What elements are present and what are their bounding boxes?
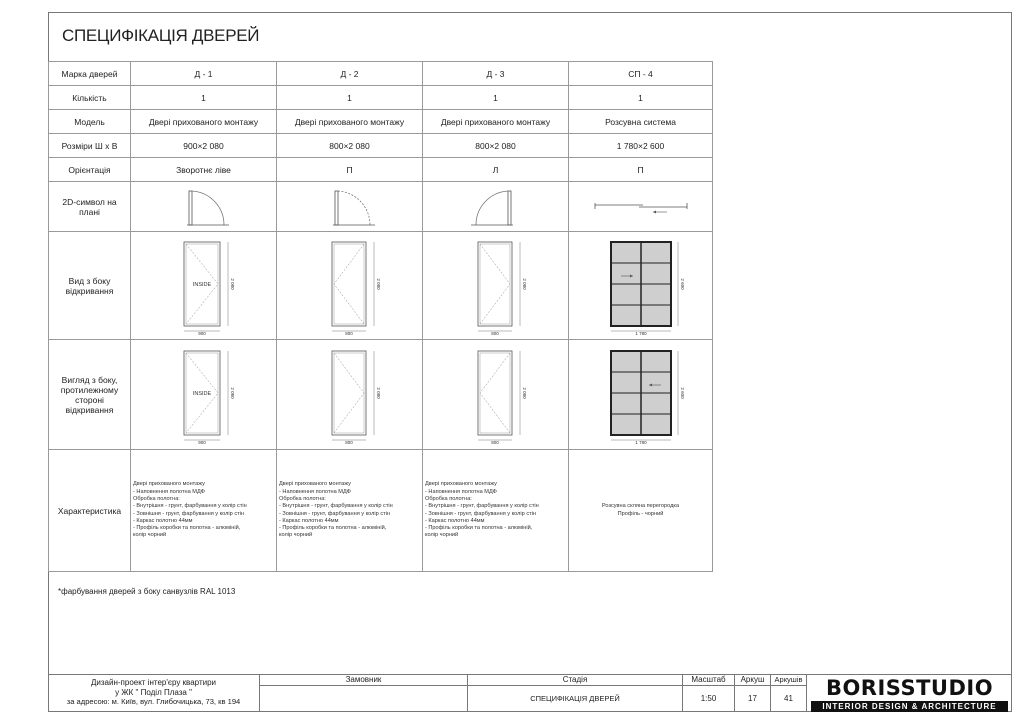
elevation-d2 <box>277 232 423 340</box>
char-d2 <box>277 450 423 572</box>
inside-label: INSIDE <box>192 390 211 397</box>
orient-d1: Зворотнє ліве <box>131 158 277 182</box>
char-line: - Каркас полотно 44мм <box>279 517 339 524</box>
char-line: - Зовнішня - грунт, фарбування у колір стін <box>279 510 391 517</box>
row-characteristics <box>49 450 713 572</box>
model-d3: Двері прихованого монтажу <box>423 110 569 134</box>
mark-d3: Д - 3 <box>423 62 569 86</box>
sheet-value: 17 <box>748 694 757 703</box>
door-swing-symbol <box>169 187 239 227</box>
label-view-opposite: Вигляд з боку, протилежному стороні відкривання <box>49 340 131 450</box>
char-line: - Внутрішня - грунт, фарбування у колір стін <box>425 503 539 510</box>
plan-symbol-sp4 <box>569 182 713 232</box>
row-orientation <box>49 158 713 182</box>
door-elevation <box>451 236 541 336</box>
door-elevation <box>159 236 249 336</box>
count-sp4: 1 <box>569 86 713 110</box>
sliding-partition-elevation <box>591 236 691 336</box>
mark-d1: Д - 1 <box>131 62 277 86</box>
char-line: колір чорний <box>425 532 459 539</box>
char-text-d1 <box>133 481 274 539</box>
char-d1 <box>131 450 277 572</box>
char-line: колір чорний <box>133 532 167 539</box>
title-block <box>48 674 1012 712</box>
char-line: - Профіль коробки та полотна - алюміній, <box>279 525 387 532</box>
elevation-opp-sp4 <box>569 340 713 450</box>
size-d3: 800×2 080 <box>423 134 569 158</box>
width-dimension: 800 <box>344 439 353 445</box>
char-line: Розсувна скляна перегородка <box>601 503 680 510</box>
size-sp4: 1 780×2 600 <box>569 134 713 158</box>
row-plan-symbol <box>49 182 713 232</box>
painting-note: *фарбування дверей з боку санвузлів RAL 1013 <box>58 587 236 596</box>
height-dimension: 2 080 <box>521 277 527 290</box>
char-line: - Внутрішня - грунт, фарбування у колір стін <box>133 503 247 510</box>
plan-symbol-d3 <box>423 182 569 232</box>
label-orientation: Орієнтація <box>49 158 131 182</box>
sheets-cell <box>770 674 806 712</box>
char-line: - Профіль коробки та полотна - алюміній, <box>425 525 533 532</box>
count-d2: 1 <box>277 86 423 110</box>
char-line: Обробка полотна: <box>425 495 472 502</box>
char-line: - Зовнішня - грунт, фарбування у колір стін <box>425 510 537 517</box>
height-dimension: 2 080 <box>375 386 381 399</box>
label-plan-symbol: 2D-символ на плані <box>49 182 131 232</box>
sheet-cell <box>734 674 770 712</box>
char-line: Двері прихованого монтажу <box>425 481 497 488</box>
plan-symbol-d2 <box>277 182 423 232</box>
elevation-sp4 <box>569 232 713 340</box>
width-dimension: 800 <box>490 330 499 336</box>
height-dimension: 2 600 <box>679 277 685 290</box>
sliding-door-symbol <box>591 197 691 217</box>
customer-label: Замовник <box>260 674 467 686</box>
label-mark: Марка дверей <box>49 62 131 86</box>
count-d1: 1 <box>131 86 277 110</box>
sheet-label: Аркуш <box>735 674 770 686</box>
label-characteristics: Характеристика <box>49 450 131 572</box>
mark-d2: Д - 2 <box>277 62 423 86</box>
char-text-d3 <box>425 481 566 539</box>
width-dimension: 900 <box>197 439 206 445</box>
door-elevation <box>159 345 249 445</box>
char-line: Обробка полотна: <box>133 495 180 502</box>
char-sp4 <box>569 450 713 572</box>
logo-tagline: INTERIOR DESIGN & ARCHITECTURE <box>811 701 1008 712</box>
char-line: - Наповнення полотна МДФ <box>133 488 205 495</box>
height-dimension: 2 080 <box>229 386 235 399</box>
orient-d2: П <box>277 158 423 182</box>
char-line: колір чорний <box>279 532 313 539</box>
char-line: - Зовнішня - грунт, фарбування у колір стін <box>133 510 245 517</box>
char-line: Двері прихованого монтажу <box>279 481 351 488</box>
row-size <box>49 134 713 158</box>
width-dimension: 1 780 <box>634 439 647 445</box>
elevation-opp-d1 <box>131 340 277 450</box>
height-dimension: 2 080 <box>521 386 527 399</box>
studio-logo <box>806 674 1012 712</box>
row-model <box>49 110 713 134</box>
elevation-d1 <box>131 232 277 340</box>
label-count: Кількість <box>49 86 131 110</box>
page-title: СПЕЦИФІКАЦІЯ ДВЕРЕЙ <box>62 26 260 45</box>
scale-cell <box>682 674 734 712</box>
label-view-opening: Вид з боку відкривання <box>49 232 131 340</box>
inside-label: INSIDE <box>192 281 211 288</box>
char-text-sp4 <box>571 503 710 518</box>
sheets-label: Аркушів <box>771 674 806 686</box>
label-size: Розміри Ш х В <box>49 134 131 158</box>
char-line: Обробка полотна: <box>279 495 326 502</box>
door-spec-table <box>48 61 713 572</box>
door-elevation <box>305 345 395 445</box>
mark-sp4: СП - 4 <box>569 62 713 86</box>
door-elevation <box>451 345 541 445</box>
stage-cell <box>467 674 682 712</box>
stage-label: Стадія <box>468 674 682 686</box>
door-swing-symbol <box>315 187 385 227</box>
width-dimension: 1 780 <box>634 330 647 336</box>
project-info <box>48 674 259 712</box>
char-text-d2 <box>279 481 420 539</box>
plan-symbol-d1 <box>131 182 277 232</box>
door-elevation <box>305 236 395 336</box>
width-dimension: 900 <box>197 330 206 336</box>
row-view-opposite <box>49 340 713 450</box>
stage-value: СПЕЦИФІКАЦІЯ ДВЕРЕЙ <box>530 694 620 703</box>
logo-wordmark: BORISSTUDIO <box>825 676 994 700</box>
char-line: - Внутрішня - грунт, фарбування у колір стін <box>279 503 393 510</box>
scale-label: Масштаб <box>683 674 734 686</box>
project-line-1: Дизайн-проект інтер'єру квартири <box>90 678 216 687</box>
row-mark <box>49 62 713 86</box>
height-dimension: 2 080 <box>375 277 381 290</box>
char-d3 <box>423 450 569 572</box>
count-d3: 1 <box>423 86 569 110</box>
project-line-2: у ЖК " Поділ Плаза " <box>115 687 192 697</box>
sliding-partition-elevation <box>591 345 691 445</box>
char-line: - Профіль коробки та полотна - алюміній, <box>133 525 241 532</box>
width-dimension: 800 <box>344 330 353 336</box>
char-line: Профіль - чорний <box>617 510 664 517</box>
height-dimension: 2 080 <box>229 277 235 290</box>
height-dimension: 2 600 <box>679 386 685 399</box>
door-swing-symbol <box>461 187 531 227</box>
scale-value: 1:50 <box>700 694 717 703</box>
char-line: - Каркас полотно 44мм <box>133 517 193 524</box>
project-address: за адресою: м. Київ, вул. Глибочицька, 73, кв 194 <box>66 697 241 706</box>
model-d2: Двері прихованого монтажу <box>277 110 423 134</box>
elevation-opp-d3 <box>423 340 569 450</box>
orient-sp4: П <box>569 158 713 182</box>
customer-cell <box>259 674 467 712</box>
char-line: - Наповнення полотна МДФ <box>279 488 351 495</box>
char-line: - Наповнення полотна МДФ <box>425 488 497 495</box>
elevation-d3 <box>423 232 569 340</box>
orient-d3: Л <box>423 158 569 182</box>
row-view-opening <box>49 232 713 340</box>
char-line: - Каркас полотно 44мм <box>425 517 485 524</box>
label-model: Модель <box>49 110 131 134</box>
elevation-opp-d2 <box>277 340 423 450</box>
size-d2: 800×2 080 <box>277 134 423 158</box>
model-d1: Двері прихованого монтажу <box>131 110 277 134</box>
char-line: Двері прихованого монтажу <box>133 481 205 488</box>
size-d1: 900×2 080 <box>131 134 277 158</box>
row-count <box>49 86 713 110</box>
width-dimension: 800 <box>490 439 499 445</box>
model-sp4: Розсувна система <box>569 110 713 134</box>
sheets-value: 41 <box>784 694 793 703</box>
